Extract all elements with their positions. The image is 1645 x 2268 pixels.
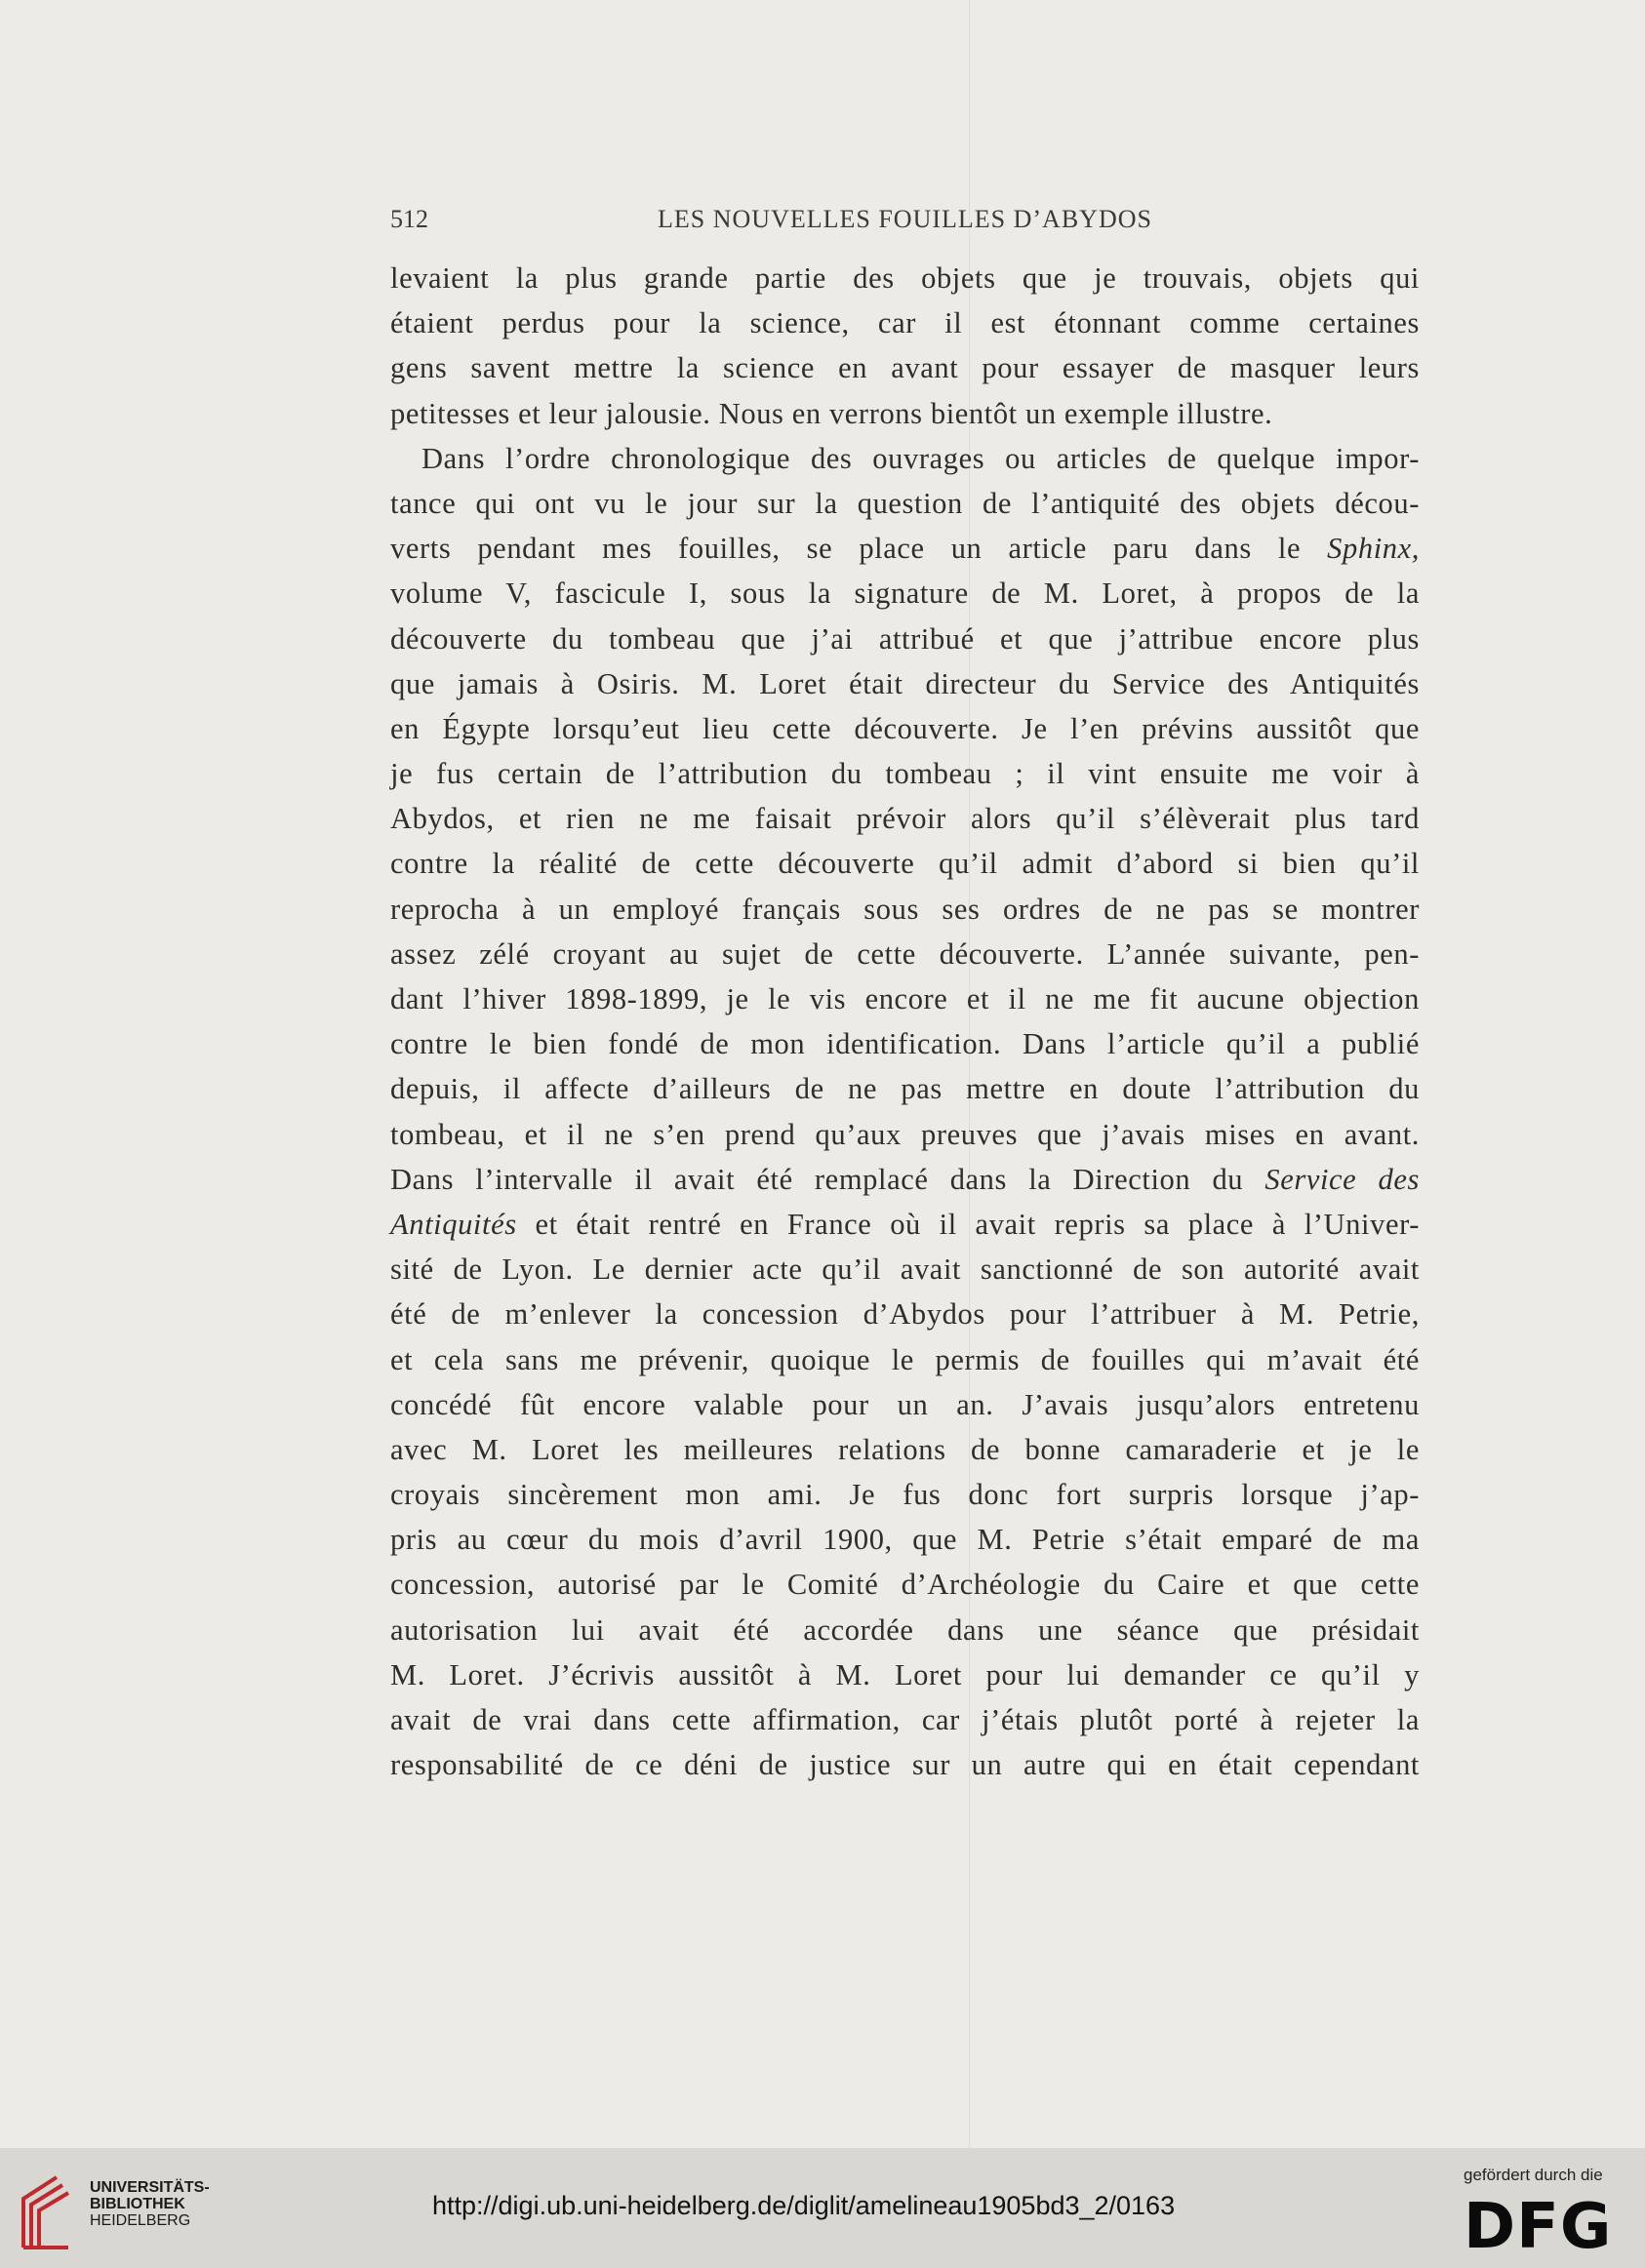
running-title: LES NOUVELLES FOUILLES D’ABYDOS [658, 205, 1152, 233]
text-line: avec M. Loret les meilleures relations de bonne camaraderie et je le [390, 1432, 1420, 1466]
library-name-line: UNIVERSITÄTS- [90, 2179, 210, 2196]
text-line: que jamais à Osiris. M. Loret était directeur du Service des Antiquités [390, 666, 1420, 700]
text-line: volume V, fascicule I, sous la signature de M. Loret, à propos de la [390, 577, 1420, 611]
text-line: depuis, il affecte d’ailleurs de ne pas mettre en doute l’attribution du [390, 1072, 1420, 1106]
funding-label: gefördert durch die [1464, 2166, 1603, 2184]
text-line: Abydos, et rien ne me faisait prévoir alors qu’il s’élèverait plus tard [390, 802, 1420, 836]
text-line: contre le bien fondé de mon identification. Dans l’article qu’il a publié [390, 1027, 1420, 1061]
text-line: reprocha à un employé français sous ses ordres de ne pas se montrer [390, 892, 1420, 926]
text-line: été de m’enlever la concession d’Abydos pour l’attribuer à M. Petrie, [390, 1297, 1420, 1332]
text-line: Dans l’ordre chronologique des ouvrages ou articles de quelque impor- [421, 441, 1420, 475]
text-line: tombeau, et il ne s’en prend qu’aux preuves que j’avais mises en avant. [390, 1117, 1420, 1151]
text-line: je fus certain de l’attribution du tombeau ; il vint ensuite me voir à [390, 757, 1420, 791]
text-line: M. Loret. J’écrivis aussitôt à M. Loret pour lui demander ce qu’il y [390, 1657, 1420, 1691]
permalink-url[interactable]: http://digi.ub.uni-heidelberg.de/diglit/amelineau1905bd3_2/0163 [432, 2191, 1176, 2220]
text-line: dant l’hiver 1898-1899, je le vis encore et il ne me fit aucune objection [390, 982, 1420, 1015]
text-line-part: et était rentré en France où il avait repris sa place à l’Univer- [516, 1207, 1420, 1241]
university-library-logo-icon [18, 2169, 80, 2253]
text-line: autorisation lui avait été accordée dans une séance que présidait [390, 1612, 1420, 1647]
antiquites-italic: Antiquités [390, 1207, 517, 1241]
text-line: et cela sans me prévenir, quoique le permis de fouilles qui m’avait été [390, 1342, 1420, 1376]
text-line: concession, autorisé par le Comité d’Archéologie du Caire et que cette [390, 1568, 1420, 1602]
text-line [390, 1157, 1420, 1202]
text-line: contre la réalité de cette découverte qu’il admit d’abord si bien qu’il [390, 847, 1420, 881]
text-line [390, 526, 1420, 571]
viewer-footer [0, 2148, 1645, 2268]
page-number: 512 [390, 205, 428, 233]
body-text [390, 256, 1420, 1787]
text-line: sité de Lyon. Le dernier acte qu’il avait sanctionné de son autorité avait [390, 1253, 1420, 1287]
text-line-part: verts pendant mes fouilles, se place un article paru dans le [390, 532, 1302, 566]
text-line: pris au cœur du mois d’avril 1900, que M. Petrie s’était emparé de ma [390, 1523, 1420, 1557]
text-line: levaient la plus grande partie des objets que je trouvais, objets qui [390, 261, 1420, 295]
text-line-part: Dans l’intervalle il avait été remplacé dans la Direction du [390, 1162, 1244, 1196]
dfg-logo: DFG [1464, 2191, 1613, 2263]
text-line: tance qui ont vu le jour sur la question de l’antiquité des objets décou- [390, 486, 1420, 520]
text-line [390, 1202, 1420, 1247]
text-line: responsabilité de ce déni de justice sur un autre qui en était cependant [390, 1748, 1420, 1782]
text-line: avait de vrai dans cette affirmation, car j’étais plutôt porté à rejeter la [390, 1703, 1420, 1736]
text-line: assez zélé croyant au sujet de cette découverte. L’année suivante, pen- [390, 936, 1420, 971]
library-name-line: HEIDELBERG [90, 2212, 191, 2229]
library-name [90, 2179, 210, 2229]
text-line: étaient perdus pour la science, car il est étonnant comme certaines [390, 306, 1420, 340]
library-name-line: BIBLIOTHEK [90, 2196, 185, 2212]
text-line: découverte du tombeau que j’ai attribué et que j’attribue encore plus [390, 621, 1420, 656]
text-line: gens savent mettre la science en avant pour essayer de masquer leurs [390, 351, 1420, 385]
service-italic: Service des [1264, 1162, 1420, 1196]
text-line: petitesses et leur jalousie. Nous en verrons bientôt un exemple illustre. [390, 396, 1273, 430]
running-head [390, 205, 1420, 244]
text-line: concédé fût encore valable pour un an. J’avais jusqu’alors entretenu [390, 1387, 1420, 1421]
journal-title-italic: Sphinx, [1327, 532, 1421, 566]
text-line: croyais sincèrement mon ami. Je fus donc fort surpris lorsque j’ap- [390, 1478, 1420, 1512]
text-line: en Égypte lorsqu’eut lieu cette découverte. Je l’en prévins aussitôt que [390, 711, 1420, 745]
